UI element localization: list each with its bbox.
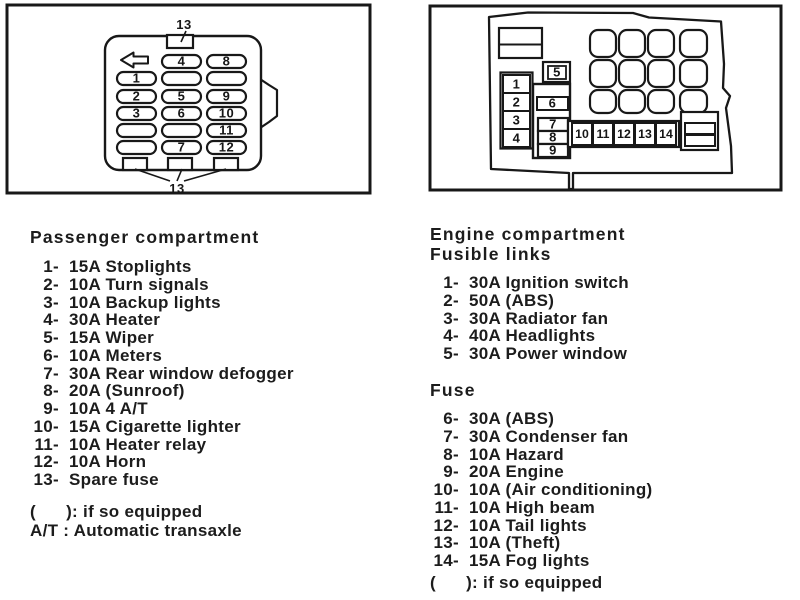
fuse-list-item	[430, 344, 629, 362]
passenger-fuse-list	[30, 257, 294, 488]
fuse-slot-label: 10	[218, 105, 235, 121]
fuse-desc: 50A (ABS)	[469, 290, 555, 310]
fuse-desc: 10A Tail lights	[469, 515, 587, 535]
fuse-list-item	[430, 309, 629, 327]
fuse-slot-label: 6	[177, 105, 186, 121]
fuse-list-item	[430, 291, 629, 309]
fuse-list-item	[430, 326, 629, 344]
fuse-number: 11-	[34, 434, 59, 454]
fuse-number: 12-	[33, 452, 59, 472]
fusible-links-list	[430, 273, 629, 362]
fuse-desc: 15A Wiper	[69, 328, 155, 347]
fuse-desc: 15A Stoplights	[69, 257, 192, 276]
fuse-slot-label: 1	[512, 76, 521, 92]
fuse-desc: 10A Heater relay	[69, 434, 207, 454]
fuse-number: 1-	[443, 273, 459, 292]
relay-slot	[680, 60, 707, 87]
fuse-slot-label: 2	[512, 94, 521, 110]
fuse-slot-label: 9	[549, 142, 557, 158]
fuse-number: 10-	[433, 480, 459, 499]
fuse-desc: Spare fuse	[69, 470, 159, 489]
relay-slot	[590, 30, 616, 57]
engine-section-heading	[430, 225, 626, 264]
fuse-list-item	[430, 498, 653, 516]
fuse-desc: 30A Radiator fan	[469, 308, 609, 328]
fuse-desc: 30A Heater	[69, 310, 161, 330]
fuse-slot-label: 13	[638, 127, 652, 141]
fuse-desc: 30A Rear window defogger	[69, 363, 294, 383]
fuse-slot-label: 9	[222, 88, 231, 104]
fuse-number: 8-	[43, 381, 59, 401]
fuse-slot-label: 14	[659, 127, 673, 141]
fuse-number: 2-	[43, 274, 59, 294]
passenger-fusebox-diagram	[5, 3, 372, 195]
relay-block	[499, 28, 542, 58]
fuse-number: 13-	[33, 470, 59, 489]
fuse-number: 3-	[43, 292, 59, 312]
fuse-desc: 40A Headlights	[469, 326, 596, 346]
fuse-number: 14-	[433, 551, 459, 570]
fuse-desc: 30A Power window	[469, 344, 628, 363]
fuse-list-item	[30, 346, 294, 364]
relay-slot	[648, 30, 674, 57]
relay-slot	[680, 30, 707, 57]
fuse-slot	[117, 141, 156, 154]
engine-heading-line2: Fusible links	[430, 243, 552, 264]
fuse-number: 7-	[43, 363, 59, 383]
relay-slot	[619, 60, 645, 87]
fuse-slot-label: 10	[575, 127, 589, 141]
fuse-desc: 10A High beam	[469, 497, 596, 517]
relay-slot	[619, 90, 645, 113]
note-line: ( ): if so equipped	[30, 502, 203, 521]
fuse-list-item	[430, 409, 653, 427]
fuse-desc: 10A Hazard	[469, 444, 564, 464]
fuse-slot-label: 3	[512, 112, 521, 128]
fuse-list-item	[30, 381, 294, 399]
fuse-number: 7-	[443, 426, 459, 446]
fuse-slot-label: 12	[218, 139, 235, 155]
fuse-slot	[117, 124, 156, 137]
fuse-list-item	[30, 257, 294, 275]
relay-slot	[590, 60, 616, 87]
fuse-slot-label: 6	[548, 95, 557, 111]
fuse-number: 4-	[43, 310, 59, 330]
fuse-list-item	[30, 417, 294, 435]
fuse-list-item	[430, 480, 653, 498]
fuse-desc: 30A (ABS)	[469, 409, 555, 428]
fuse-list-item	[430, 462, 653, 480]
fuse-slot-label: 7	[549, 116, 557, 132]
fuse-slot-label: 2	[132, 88, 141, 104]
fuse-number: 4-	[443, 326, 459, 346]
fuse-slot	[162, 124, 201, 137]
note-line: ( ): if so equipped	[430, 573, 603, 592]
fuse-list-item	[30, 452, 294, 470]
engine-note	[430, 574, 602, 593]
note-line: A/T : Automatic transaxle	[30, 520, 242, 540]
fuse-slot-label: 11	[219, 122, 234, 138]
fuse-slot-label: 5	[553, 64, 561, 80]
fuse-desc: 15A Cigarette lighter	[69, 416, 241, 436]
fuse-desc: 30A Condenser fan	[469, 426, 629, 446]
fuse-number: 5-	[43, 328, 59, 347]
fuse-number: 10-	[33, 416, 59, 436]
relay-slot	[590, 90, 616, 113]
fuse-slot-label: 4	[512, 130, 521, 146]
engine-heading-line1: Engine compartment	[430, 224, 626, 244]
fuse-number: 3-	[443, 308, 459, 328]
fuse-number: 13-	[433, 533, 459, 553]
relay-slot	[648, 90, 674, 113]
fuse-desc: 10A Horn	[69, 452, 147, 472]
fuse-slot-label: 11	[596, 127, 610, 141]
fuse-list-item	[30, 293, 294, 311]
fuse-list-item	[30, 435, 294, 453]
engine-fuse-list	[430, 409, 653, 569]
fuse-desc: 10A Meters	[69, 345, 163, 365]
relay-slot	[619, 30, 645, 57]
engine-fusebox-diagram	[428, 4, 783, 192]
fuse-number: 9-	[443, 462, 459, 482]
fuse-list-item	[30, 399, 294, 417]
fuse-slot-label: 8	[222, 53, 231, 69]
fuse-desc: 30A Ignition switch	[469, 273, 629, 292]
fuse-list-item	[430, 273, 629, 291]
passenger-notes	[30, 503, 242, 540]
fuse-desc: 20A Engine	[469, 462, 564, 482]
fuse-list-item	[30, 470, 294, 488]
fuse-desc: 10A (Air conditioning)	[469, 480, 653, 499]
fuse-number: 9-	[43, 399, 59, 418]
fuse-number: 12-	[433, 515, 459, 535]
fuse-number: 11-	[434, 497, 459, 517]
relay-slot	[648, 60, 674, 87]
fuse-number: 6-	[443, 409, 459, 428]
fuse-desc: 15A Fog lights	[469, 551, 590, 570]
fuse-slot-label: 1	[132, 70, 141, 86]
fuse-number: 5-	[443, 344, 459, 363]
fuse-list-item	[430, 533, 653, 551]
fuse-list-item	[30, 275, 294, 293]
spare-fuse-slot-bottom	[214, 158, 238, 170]
fuse-slot-label: 5	[177, 88, 186, 104]
fuse-list-item	[430, 445, 653, 463]
fuse-slot-label: 7	[177, 139, 186, 155]
fuse-slot-label: 4	[177, 53, 186, 69]
spare-fuse-callout-top: 13	[176, 17, 192, 32]
fuse-desc: 10A Backup lights	[69, 292, 221, 312]
spare-fuse-slot-bottom	[168, 158, 192, 170]
fuse-slot	[207, 72, 246, 85]
fuse-list-item	[30, 310, 294, 328]
spare-fuse-callout-bottom: 13	[169, 181, 185, 195]
fuse-number: 1-	[43, 257, 59, 276]
spare-fuse-slot-bottom	[123, 158, 147, 170]
spare-fuse-slot-top	[167, 35, 193, 48]
relay-grid	[590, 30, 707, 113]
fuse-desc: 20A (Sunroof)	[69, 381, 185, 401]
fuse-slot-label: 12	[617, 127, 631, 141]
fuse-number: 8-	[443, 444, 459, 464]
relay-block-cell	[685, 123, 715, 134]
passenger-section-heading: Passenger compartment	[30, 227, 260, 247]
relay-slot	[680, 90, 707, 113]
fuse-list-item	[30, 328, 294, 346]
fuse-number: 6-	[43, 345, 59, 365]
fuse-number: 2-	[443, 290, 459, 310]
fuse-slot	[162, 72, 201, 85]
fuse-subheading: Fuse	[430, 380, 476, 400]
fuse-list-item	[430, 551, 653, 569]
fuse-desc: 10A Turn signals	[69, 274, 209, 294]
fuse-desc: 10A (Theft)	[469, 533, 561, 553]
fuse-slot-label: 3	[132, 105, 141, 121]
fuse-list-item	[430, 427, 653, 445]
fuse-slot-label: 8	[549, 129, 557, 145]
fuse-desc: 10A 4 A/T	[69, 399, 148, 418]
fuse-list-item	[30, 364, 294, 382]
relay-block-cell	[685, 135, 715, 146]
fuse-list-item	[430, 516, 653, 534]
fusebox-side-tab	[260, 79, 277, 128]
